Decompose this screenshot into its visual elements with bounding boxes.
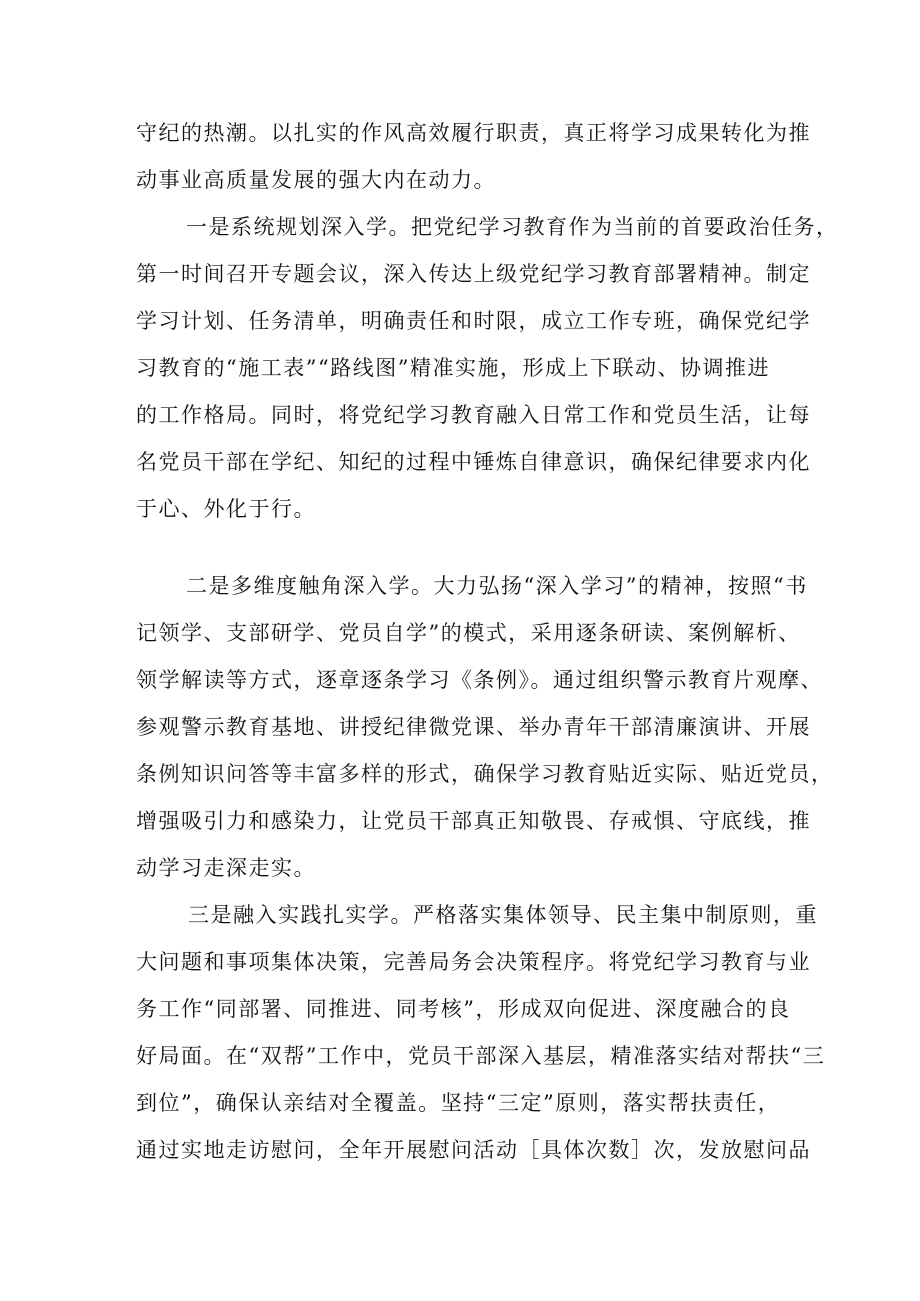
text-line: 参观警示教育基地、讲授纪律微党课、举办青年干部清廉演讲、开展 [136, 715, 811, 739]
text-line: 守纪的热潮。以扎实的作风高效履行职责，真正将学习成果转化为推 [136, 121, 811, 145]
text-line: 动学习走深走实。 [136, 856, 316, 880]
text-line: 条例知识问答等丰富多样的形式，确保学习教育贴近实际、贴近党员， [136, 762, 834, 786]
text-line: 动事业高质量发展的强大内在动力。 [136, 168, 496, 192]
paragraph-start-line: 一是系统规划深入学。把党纪学习教育作为当前的首要政治任务， [186, 215, 839, 239]
text-line: 习教育的“施工表”“路线图”精准实施，形成上下联动、协调推进 [136, 356, 770, 380]
text-line: 通过实地走访慰问，全年开展慰问活动［具体次数］次，发放慰问品 [136, 1138, 811, 1162]
text-line: 名党员干部在学纪、知纪的过程中锤炼自律意识，确保纪律要求内化 [136, 450, 811, 474]
text-line: 记领学、支部研学、党员自学”的模式，采用逐条研读、案例解析、 [136, 621, 801, 645]
text-line: 大问题和事项集体决策，完善局务会决策程序。将党纪学习教育与业 [136, 950, 811, 974]
text-line: 到位”，确保认亲结对全覆盖。坚持“三定”原则，落实帮扶责任， [136, 1091, 781, 1115]
text-line: 好局面。在“双帮”工作中，党员干部深入基层，精准落实结对帮扶“三 [136, 1044, 826, 1068]
text-line: 领学解读等方式，逐章逐条学习《条例》。通过组织警示教育片观摩、 [136, 668, 823, 692]
text-line: 第一时间召开专题会议，深入传达上级党纪学习教育部署精神。制定 [136, 262, 811, 286]
text-line: 的工作格局。同时，将党纪学习教育融入日常工作和党员生活，让每 [136, 403, 811, 427]
paragraph-start-line: 三是融入实践扎实学。严格落实集体领导、民主集中制原则，重 [188, 903, 818, 927]
text-line: 学习计划、任务清单，明确责任和时限，成立工作专班，确保党纪学 [136, 309, 811, 333]
text-line: 增强吸引力和感染力，让党员干部真正知敬畏、存戒惧、守底线，推 [136, 809, 811, 833]
paragraph-start-line: 二是多维度触角深入学。大力弘扬“深入学习”的精神，按照“书 [186, 574, 808, 598]
text-line: 于心、外化于行。 [136, 497, 316, 521]
text-line: 务工作“同部署、同推进、同考核”，形成双向促进、深度融合的良 [136, 997, 791, 1021]
